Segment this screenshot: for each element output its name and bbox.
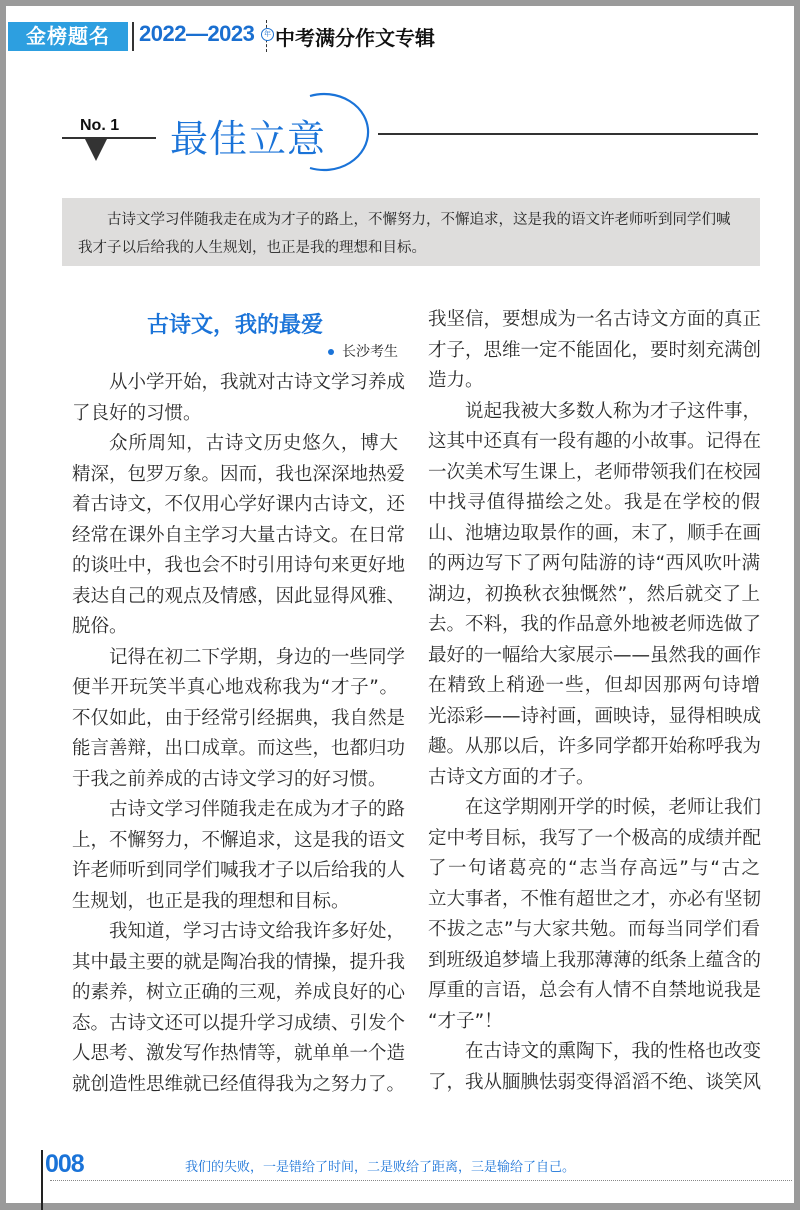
text-line: 脱俗。 [72,616,128,637]
text-line: 就创造性思维就已经值得我为之努力了。 [72,1073,406,1095]
text-line: 人思考、激发写作热情等，就单单一个造 [72,1043,406,1064]
text-line: 许老师听到同学们喊我才子以后给我的人 [72,860,406,881]
text-line: 的素养，树立正确的三观，养成良好的心 [72,982,406,1003]
text-line: 山、池塘边取景作的画，末了，顺手在画 [428,522,762,544]
text-line: 的两边写下了两句陆游的诗“西风吹叶满 [428,553,760,574]
section-rule [378,133,758,135]
text-line: 一次美术写生课上，老师带领我们在校园 [428,461,762,483]
text-line: 了一句诸葛亮的“志当存高远”与“古之 [428,858,760,879]
text-line: 光添彩——诗衬画，画映诗，显得相映成 [428,705,762,727]
text-line: 其中最主要的就是陶冶我的情操，提升我 [72,951,406,973]
text-line: 到班级追梦墙上我那薄薄的纸条上蕴含的 [428,949,762,971]
text-line: 中找寻值得描绘之处。我是在学校的假 [428,492,760,513]
right-column [428,305,760,1098]
text-line: 定中考目标，我写了一个极高的成绩并配 [428,827,762,849]
section-number: No. 1 [80,117,120,134]
text-line: 在这学期刚开学的时候，老师让我们 [465,797,762,818]
header-divider [132,22,134,51]
text-line: 众所周知，古诗文历史悠久，博大 [109,433,398,454]
text-line: 了良好的习惯。 [72,402,202,424]
text-line: 我知道，学习古诗文给我许多好处， [109,921,406,942]
text-line: 了，我从腼腆怯弱变得滔滔不绝、谈笑风 [428,1071,762,1093]
text-line: 精深，包罗万象。因而，我也深深地热爱 [72,463,406,485]
series-tag: 金榜题名 [8,22,128,51]
text-line: 便半开玩笑半真心地戏称我为“才子”。 [72,677,398,698]
text-line: 于我之前养成的古诗文学习的好习惯。 [72,768,387,790]
text-line: 从小学开始，我就对古诗文学习养成 [109,372,406,393]
text-line: 趣。从那以后，许多同学都开始称呼我为 [428,736,762,757]
left-column [72,368,406,1100]
bullet-dot-icon [328,349,334,355]
footer-divider [41,1150,43,1210]
author-label: 长沙考生 [342,344,398,360]
text-line: 上，不懈努力，不懈追求，这是我的语文 [72,829,406,851]
text-line: 在精致上稍逊一些，但却因那两句诗增 [428,675,760,696]
essay-title: 古诗文，我的最爱 [146,312,323,338]
text-line: 立大事者，不惟有超世之才，亦必有坚韧 [428,888,762,910]
triangle-marker-icon [85,139,107,161]
text-line: 的谈吐中，我也会不时引用诗句来更好地 [72,555,406,576]
year-mark: 年 [261,28,274,41]
text-line: 不仅如此，由于经常引经据典，我自然是 [72,707,406,729]
footer-motto: 我们的失败，一是错给了时间，二是败给了距离，三是输给了自己。 [185,1160,576,1175]
summary-box: 古诗文学习伴随我走在成为才子的路上，不懈努力，不懈追求，这是我的语文许老师听到同学们喊我才子以后给我的人生规划，也正是我的理想和目标。 [62,198,760,266]
arc-decoration-icon [290,90,382,174]
text-line: 经常在课外自主学习大量古诗文。在日常 [72,524,406,546]
text-line: 在古诗文的熏陶下，我的性格也改变 [465,1041,762,1062]
text-line: 厚重的言语，总会有人情不自禁地说我是 [428,980,762,1001]
text-line: 古诗文学习伴随我走在成为才子的路 [109,799,406,820]
text-line: 不拔之志”与大家共勉。而每当同学们看 [428,919,760,940]
text-line: 造力。 [428,370,484,391]
text-line: 最好的一幅给大家展示——虽然我的画作 [428,644,762,666]
text-line: 生规划，也正是我的理想和目标。 [72,890,350,912]
text-line: 这其中还真有一段有趣的小故事。记得在 [428,431,762,452]
page-number: 008 [45,1150,84,1178]
book-title: 中考满分作文专辑 [275,26,435,50]
text-line: 表达自己的观点及情感，因此显得风雅、 [72,585,406,607]
text-line: 着古诗文，不仅用心学好课内古诗文，还 [72,494,406,515]
header-years: 2022—2023 [139,21,255,46]
text-line: 说起我被大多数人称为才子这件事， [465,400,762,422]
section-number-underline [62,137,156,139]
footer-dotted-rule [50,1180,792,1181]
text-line: 记得在初二下学期，身边的一些同学 [109,646,406,668]
text-line: “才子”！ [428,1010,503,1032]
text-line: 古诗文方面的才子。 [428,766,595,788]
text-line: 态。古诗文还可以提升学习成绩、引发个 [72,1012,406,1034]
text-line: 能言善辩，出口成章。而这些，也都归功 [72,738,406,759]
text-line: 去。不料，我的作品意外地被老师选做了 [428,614,762,635]
text-line: 我坚信，要想成为一名古诗文方面的真正 [428,309,762,330]
text-line: 湖边，初换秋衣独慨然”，然后就交了上 [428,583,760,605]
text-line: 才子，思维一定不能固化，要时刻充满创 [428,339,762,361]
section-title: 最佳立意 [170,117,327,161]
essay-author [328,341,398,361]
